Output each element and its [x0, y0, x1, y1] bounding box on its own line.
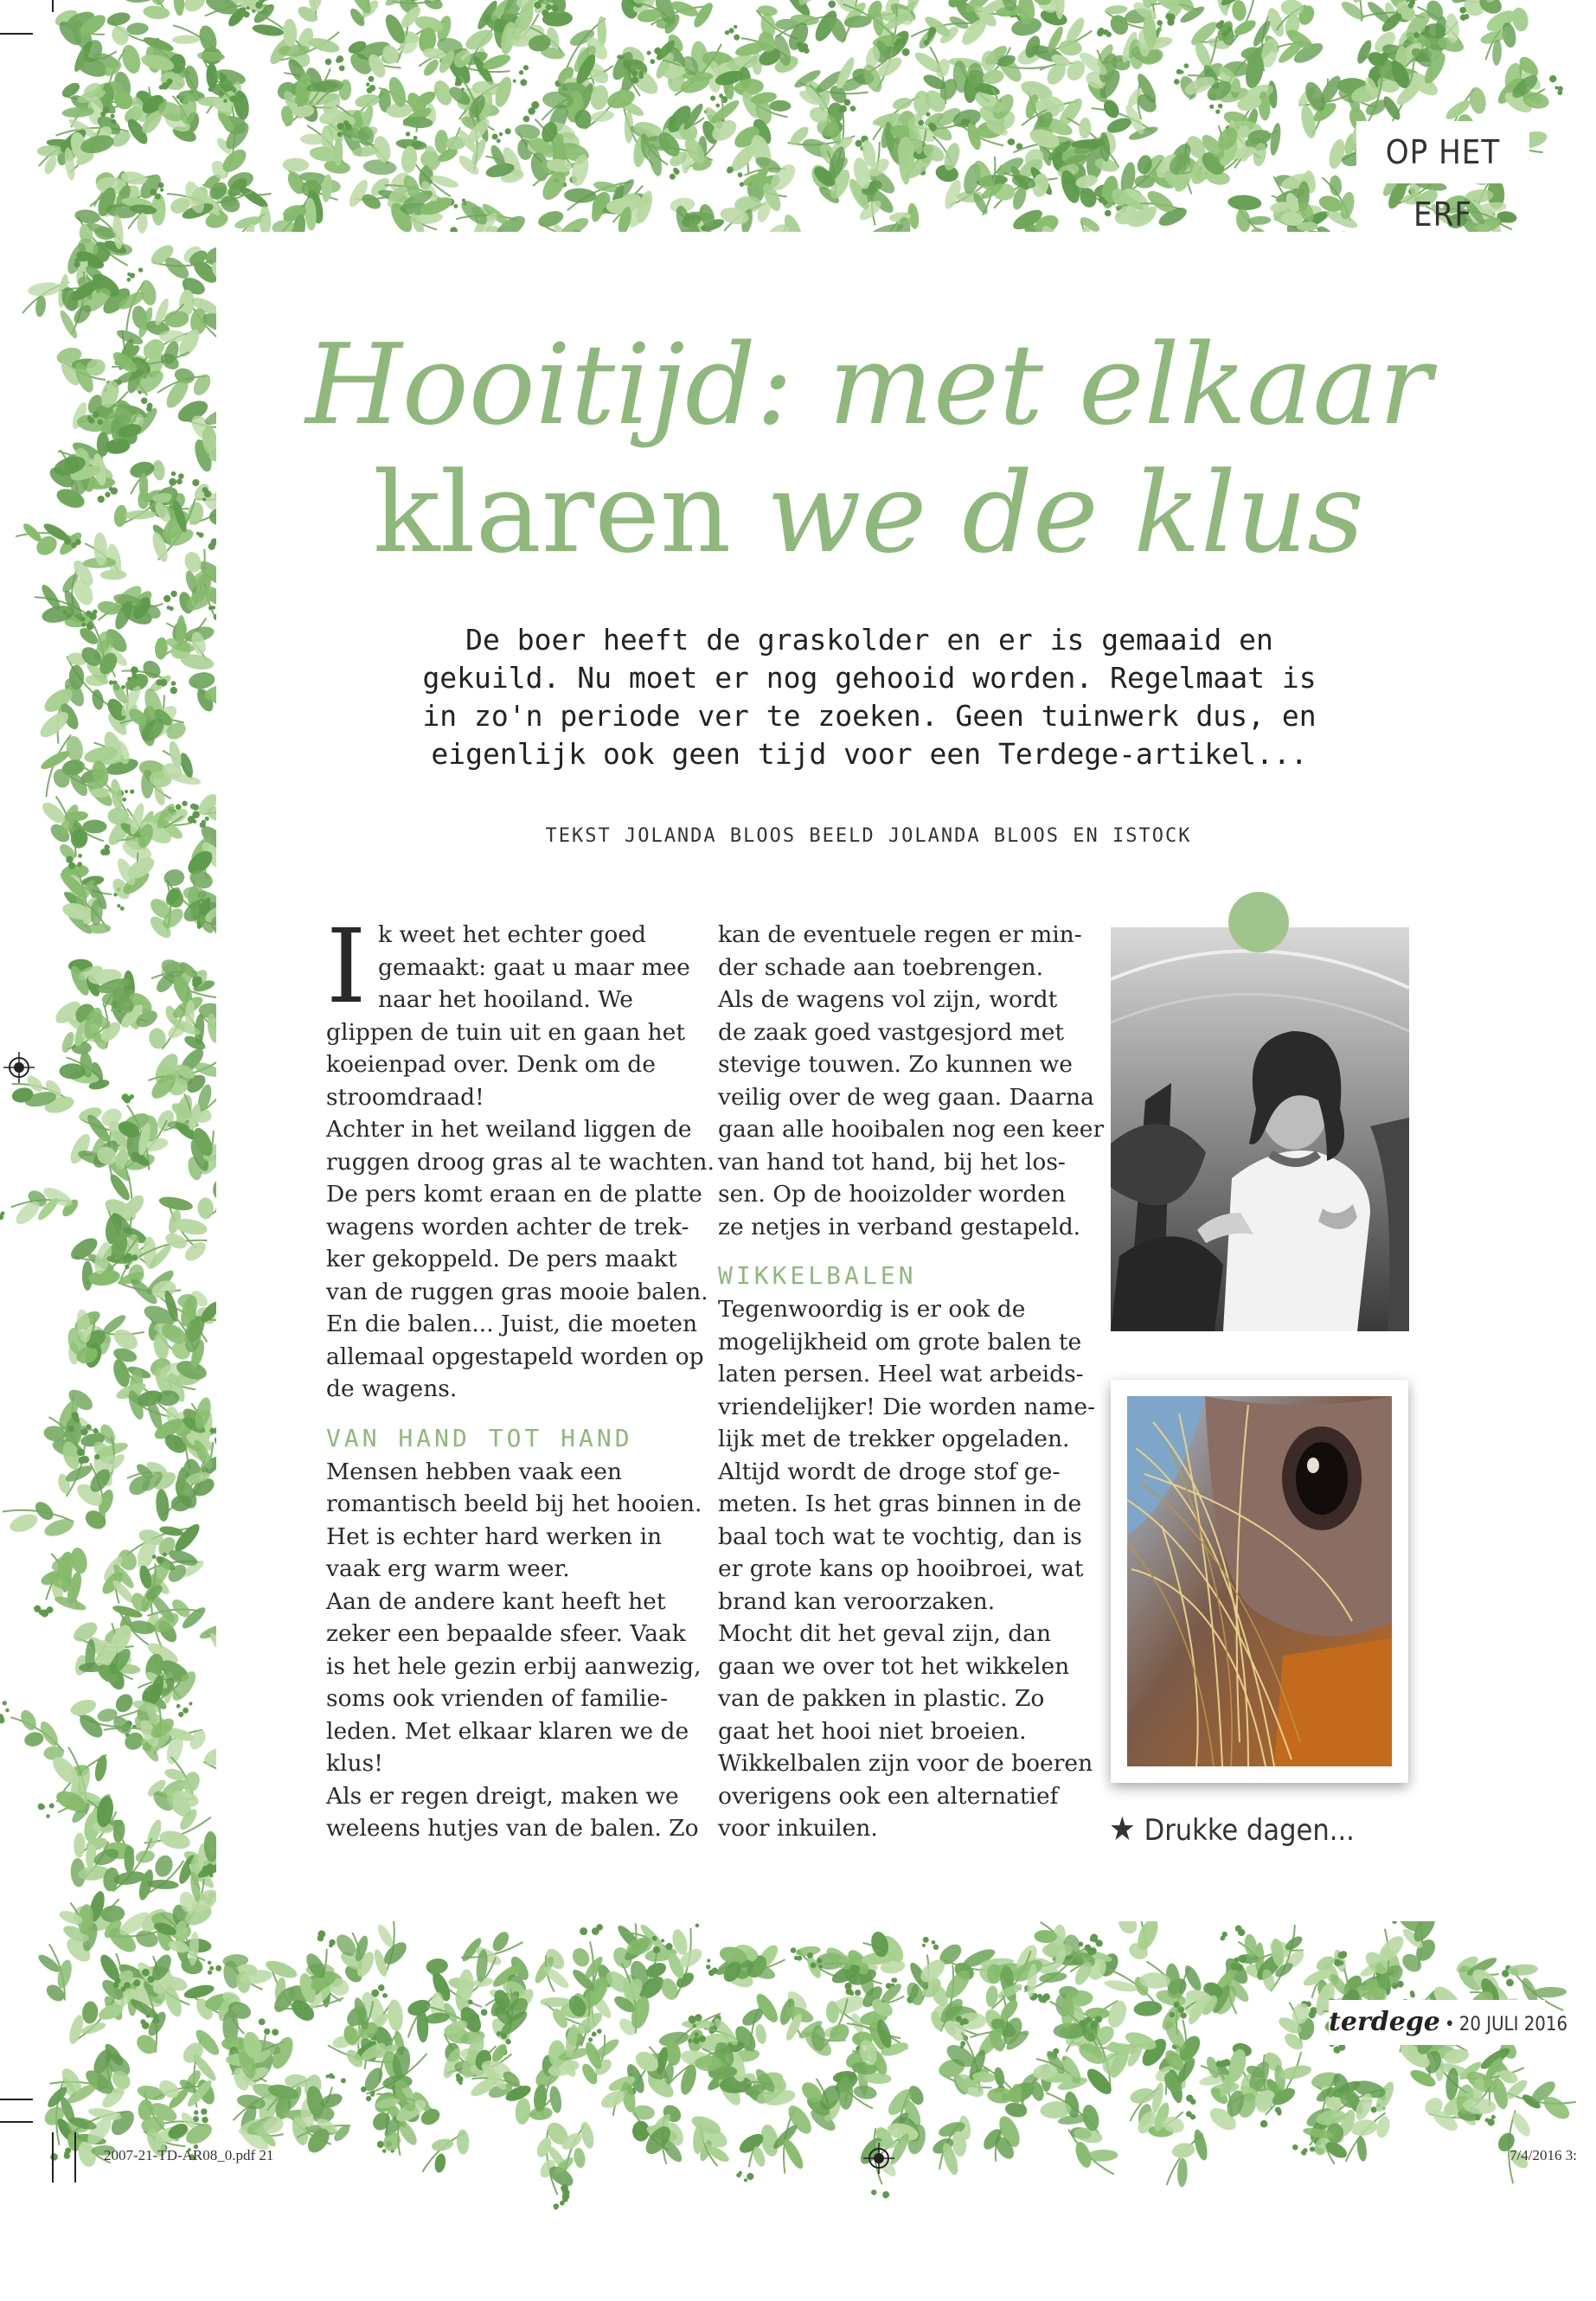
- body-line: Tegenwoordig is er ook de: [718, 1296, 1026, 1323]
- section-tag: OP HET ERF: [1356, 121, 1529, 183]
- body-line: Als de wagens vol zijn, wordt: [718, 986, 1058, 1013]
- leaf-sprig: [525, 1943, 574, 1997]
- leaf-sprig: [139, 473, 223, 574]
- body-line: van de ruggen gras mooie balen.: [326, 1278, 708, 1305]
- body-line: allemaal opgestapeld worden op: [326, 1343, 704, 1370]
- leaf-sprig: [677, 2104, 740, 2176]
- print-file-info: 2007-21-TD-AR08_0.pdf 21: [104, 2147, 274, 2163]
- title-plain-part: klaren: [373, 449, 732, 578]
- footer-brand: [1329, 2000, 1568, 2045]
- article-title-line-2: [216, 449, 1521, 578]
- body-line: Mocht dit het geval zijn, dan: [718, 1620, 1052, 1647]
- body-line: der schade aan toebrengen.: [718, 953, 1044, 981]
- body-line: lijk met de trekker opgeladen.: [718, 1426, 1070, 1452]
- leaf-sprig: [0, 1491, 80, 1544]
- leaf-sprig: [1147, 0, 1209, 28]
- body-line: meten. Is het gras binnen in de: [718, 1490, 1082, 1517]
- body-line: brand kan veroorzaken.: [718, 1587, 996, 1615]
- leaf-sprig: [920, 2106, 984, 2181]
- crop-mark: [0, 2121, 33, 2123]
- leaf-sprig: [977, 2109, 1029, 2166]
- body-line: ker gekoppeld. De pers maakt: [326, 1246, 677, 1272]
- crop-mark: [74, 2132, 76, 2182]
- leaf-sprig: [0, 1694, 78, 1770]
- body-line: k weet het echter goed: [378, 921, 647, 948]
- green-dot-decoration: [1228, 892, 1289, 952]
- intro-line: gekuild. Nu moet er nog gehooid worden. Regelmaat is: [422, 661, 1317, 695]
- photo-woman-greenhouse: [1111, 927, 1409, 1331]
- body-line: ze netjes in verband gestapeld.: [718, 1213, 1081, 1240]
- leaf-sprig: [0, 1182, 82, 1230]
- body-line: Wikkelbalen zijn voor de boeren: [718, 1750, 1093, 1777]
- body-line: naar het hooiland. We: [378, 986, 633, 1013]
- caption-text: Drukke dagen...: [1144, 1813, 1355, 1848]
- body-line: zeker een bepaalde sfeer. Vaak: [326, 1620, 686, 1647]
- print-date-info: 7/4/2016 3:: [1509, 2147, 1577, 2163]
- leaf-sprig: [122, 1456, 180, 1500]
- leaf-sprig: [15, 519, 85, 561]
- body-line: weleens hutjes van de balen. Zo: [326, 1815, 699, 1842]
- body-line: overigens ook een alternatief: [718, 1782, 1059, 1810]
- magazine-logo: terdege: [1329, 2007, 1440, 2037]
- body-line: veilig over de weg gaan. Daarna: [718, 1083, 1094, 1111]
- intro-line: De boer heeft de graskolder en er is gemaaid en: [465, 623, 1273, 657]
- photo-caption: [1109, 1810, 1355, 1848]
- body-paragraphs-4: [718, 1293, 1096, 1845]
- body-line: Achter in het weiland liggen de: [326, 1116, 692, 1143]
- body-line: En die balen... Juist, die moeten: [326, 1311, 698, 1337]
- body-line: vaak erg warm weer.: [326, 1555, 570, 1582]
- body-line: wagens worden achter de trek-: [326, 1213, 689, 1240]
- crop-mark: [0, 33, 33, 35]
- body-line: kan de eventuele regen er min-: [718, 921, 1082, 948]
- leaf-sprig: [529, 2117, 582, 2212]
- photo-frame: [1111, 1380, 1408, 1783]
- issue-date: 20 JULI 2016: [1458, 2014, 1568, 2035]
- crop-mark: [52, 0, 54, 12]
- leaf-sprig: [1272, 1997, 1324, 2057]
- body-line: leden. Met elkaar klaren we de: [326, 1717, 689, 1745]
- star-icon: ★: [1109, 1810, 1136, 1848]
- body-line: Mensen hebben vaak een: [326, 1458, 622, 1485]
- crop-mark: [0, 2099, 33, 2100]
- title-italic-part: we de klus: [766, 449, 1364, 578]
- crop-mark: [52, 2132, 54, 2182]
- body-line: baal toch wat te vochtig, dan is: [718, 1522, 1082, 1550]
- body-line: mogelijkheid om grote balen te: [718, 1328, 1082, 1356]
- body-line: De pers komt eraan en de platte: [326, 1181, 702, 1208]
- leaf-sprig: [175, 2025, 225, 2125]
- body-line: van hand tot hand, bij het los-: [718, 1148, 1066, 1176]
- registration-mark-icon: [3, 1052, 35, 1083]
- body-line: stroomdraad!: [326, 1083, 484, 1111]
- body-line: Het is echter hard werken in: [326, 1522, 663, 1550]
- leaf-sprig: [411, 2117, 482, 2186]
- intro-line: eigenlijk ook geen tijd voor een Terdege-artikel...: [431, 737, 1308, 771]
- body-line: romantisch beeld bij het hooien.: [326, 1490, 702, 1517]
- body-paragraphs-2: [326, 1456, 702, 1845]
- registration-mark-icon: [863, 2143, 894, 2174]
- credits: TEKST JOLANDA BLOOS BEELD JOLANDA BLOOS EN ISTOCK: [545, 825, 1192, 847]
- body-line: is het hele gezin erbij aanwezig,: [326, 1652, 702, 1680]
- body-line: gaan alle hooibalen nog een keer: [718, 1116, 1105, 1143]
- body-line: Altijd wordt de droge stof ge-: [718, 1458, 1061, 1485]
- body-line: glippen de tuin uit en gaan het: [326, 1018, 686, 1046]
- body-line: gemaakt: gaat u maar mee: [378, 953, 690, 981]
- body-line: ruggen droog gras al te wachten.: [326, 1148, 715, 1176]
- body-column-2: [718, 919, 1105, 1845]
- intro-line: in zo'n periode ver te zoeken. Geen tuinwerk dus, en: [422, 699, 1317, 733]
- body-line: Aan de andere kant heeft het: [326, 1587, 666, 1615]
- body-line: koeienpad over. Denk om de: [326, 1051, 656, 1078]
- body-paragraphs-3: [718, 919, 1105, 1243]
- leaf-sprig: [724, 2112, 792, 2190]
- body-line: gaan we over tot het wikkelen: [718, 1652, 1070, 1680]
- body-line: soms ook vrienden of familie-: [326, 1685, 669, 1712]
- body-line: sen. Op de hooizolder worden: [718, 1181, 1066, 1208]
- footer-separator: •: [1444, 2014, 1455, 2035]
- body-column-1: [326, 919, 715, 1845]
- article-intro: [329, 621, 1410, 773]
- body-line: van de pakken in plastic. Zo: [718, 1685, 1045, 1712]
- body-line: er grote kans op hooibroei, wat: [718, 1555, 1084, 1582]
- body-line: laten persen. Heel wat arbeids-: [718, 1361, 1084, 1388]
- body-line: de wagens.: [326, 1375, 458, 1402]
- subheading-wikkelbalen: WIKKELBALEN: [718, 1261, 917, 1290]
- body-line: stevige touwen. Zo kunnen we: [718, 1051, 1073, 1078]
- article-title-line-1: Hooitijd: met elkaar: [305, 321, 1432, 450]
- body-line: klus!: [326, 1750, 383, 1777]
- body-line: gaat het hooi niet broeien.: [718, 1717, 1027, 1745]
- body-line: vriendelijker! Die worden name-: [718, 1393, 1096, 1420]
- body-line: de zaak goed vastgesjord met: [718, 1018, 1065, 1046]
- drop-cap: I: [326, 907, 367, 1026]
- leaf-sprig: [146, 882, 187, 942]
- body-paragraphs-1: [326, 1016, 715, 1406]
- body-line: voor inkuilen.: [718, 1815, 878, 1842]
- body-line: Als er regen dreigt, maken we: [326, 1782, 679, 1810]
- subheading-van-hand-tot-hand: VAN HAND TOT HAND: [326, 1423, 633, 1452]
- photo-horse-eating-hay: [1127, 1396, 1392, 1766]
- leaf-sprig: [337, 0, 385, 32]
